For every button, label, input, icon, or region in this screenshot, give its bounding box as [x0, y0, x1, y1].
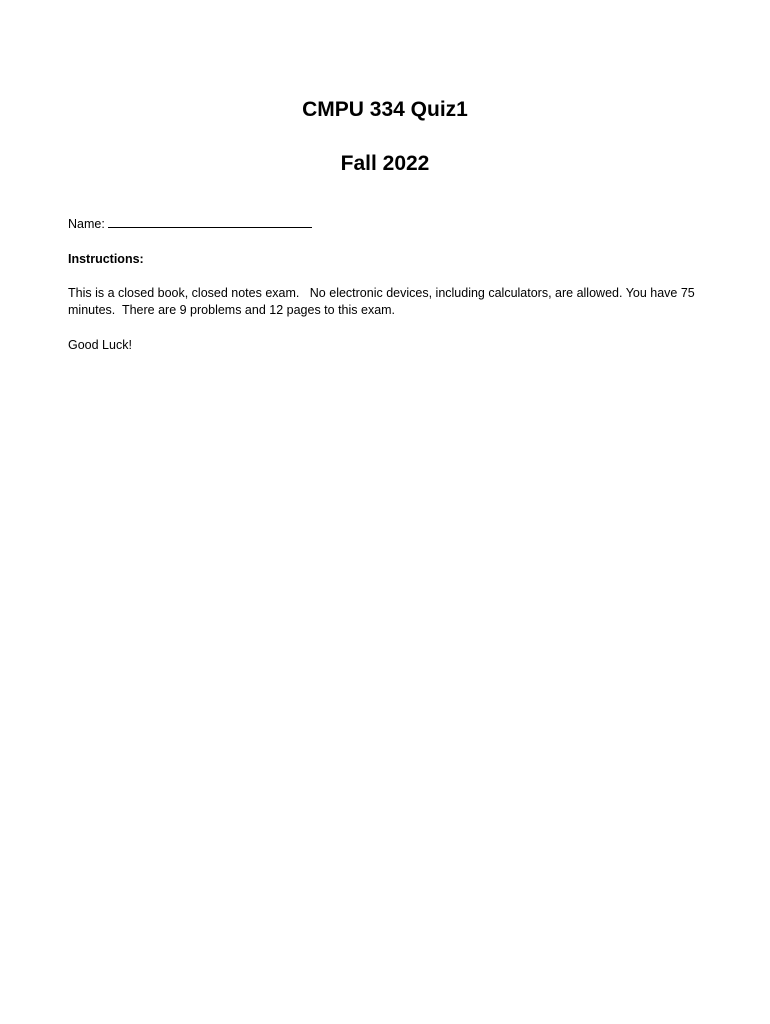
- name-field: [68, 216, 312, 233]
- instructions-line-2: minutes. There are 9 problems and 12 pages to this exam.: [68, 303, 396, 317]
- name-label: Name:: [68, 217, 105, 231]
- instructions-line-1: This is a closed book, closed notes exam. No electronic devices, including calculators, are allowed. You have 75: [68, 286, 695, 300]
- exam-title: CMPU 334 Quiz1: [302, 98, 468, 121]
- closing-text: Good Luck!: [68, 338, 132, 352]
- exam-term: Fall 2022: [340, 152, 430, 175]
- instructions-text: [68, 285, 708, 319]
- instructions-heading: Instructions:: [68, 252, 144, 266]
- name-blank-line: [108, 216, 312, 228]
